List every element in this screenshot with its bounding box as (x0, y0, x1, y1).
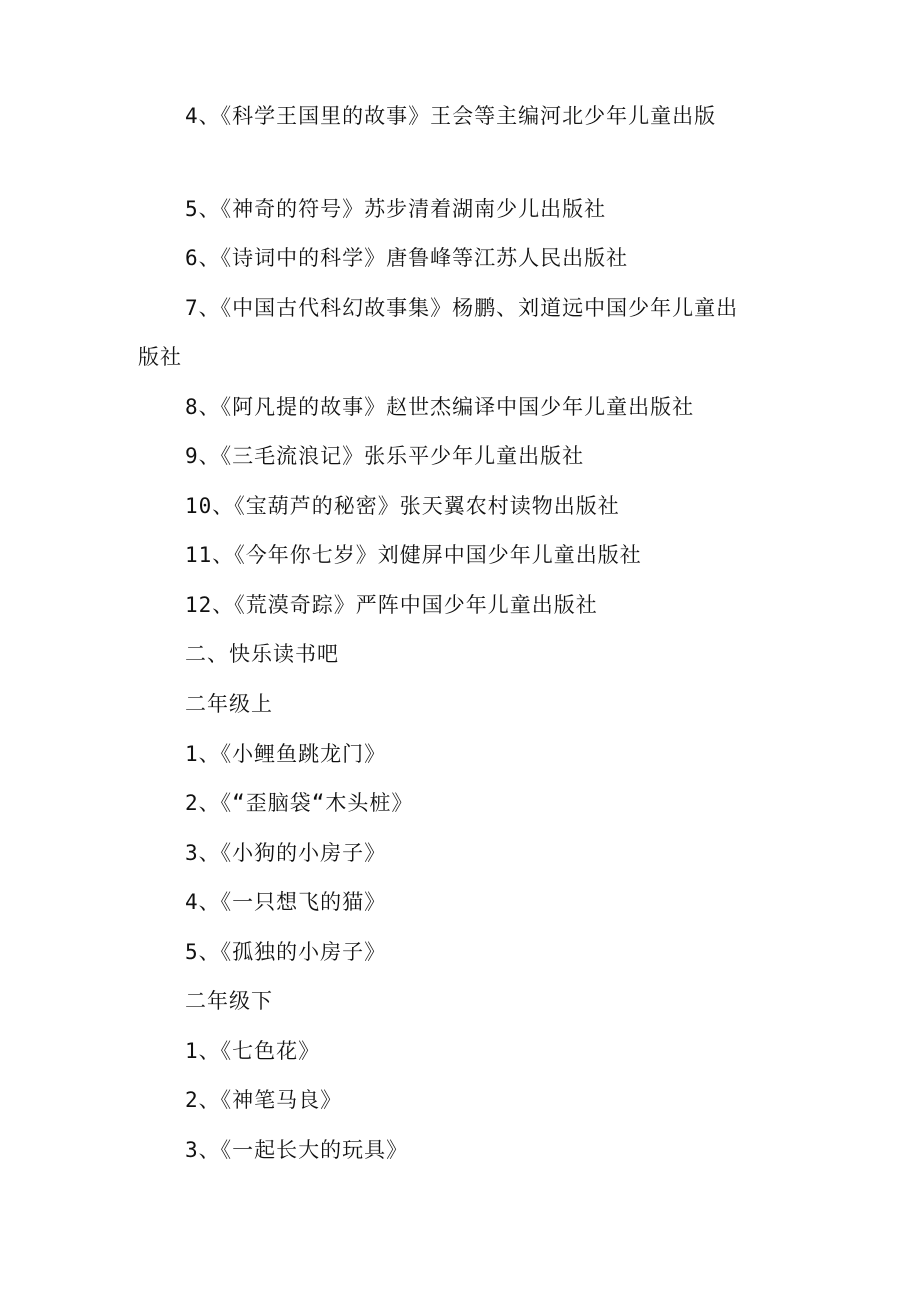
text-line: 11、《今年你七岁》刘健屏中国少年儿童出版社 (185, 543, 642, 567)
text-line: 8、《阿凡提的故事》赵世杰编译中国少年儿童出版社 (185, 395, 695, 419)
text-line: 7、《中国古代科幻故事集》杨鹏、刘道远中国少年儿童出 (185, 296, 739, 320)
text-line: 3、《小狗的小房子》 (185, 841, 387, 865)
text-line: 3、《一起长大的玩具》 (185, 1138, 409, 1162)
text-line: 1、《七色花》 (185, 1039, 321, 1063)
grade-heading: 二年级上 (185, 692, 273, 716)
text-line: 6、《诗词中的科学》唐鲁峰等江苏人民出版社 (185, 246, 629, 270)
grade-heading: 二年级下 (185, 989, 273, 1013)
text-line: 4、《一只想飞的猫》 (185, 890, 387, 914)
text-line: 2、《“歪脑袋“木头桩》 (185, 791, 414, 815)
text-line: 1、《小鲤鱼跳龙门》 (185, 742, 387, 766)
section-heading: 二、快乐读书吧 (185, 642, 339, 666)
text-line: 4、《科学王国里的故事》王会等主编河北少年儿童出版 (185, 104, 717, 128)
text-line: 10、《宝葫芦的秘密》张天翼农村读物出版社 (185, 494, 620, 518)
text-line: 12、《荒漠奇踪》严阵中国少年儿童出版社 (185, 593, 598, 617)
text-line: 5、《孤独的小房子》 (185, 940, 387, 964)
text-line: 版社 (138, 345, 182, 369)
text-line: 5、《神奇的符号》苏步清着湖南少儿出版社 (185, 197, 607, 221)
text-line: 2、《神笔马良》 (185, 1088, 343, 1112)
text-line: 9、《三毛流浪记》张乐平少年儿童出版社 (185, 444, 585, 468)
